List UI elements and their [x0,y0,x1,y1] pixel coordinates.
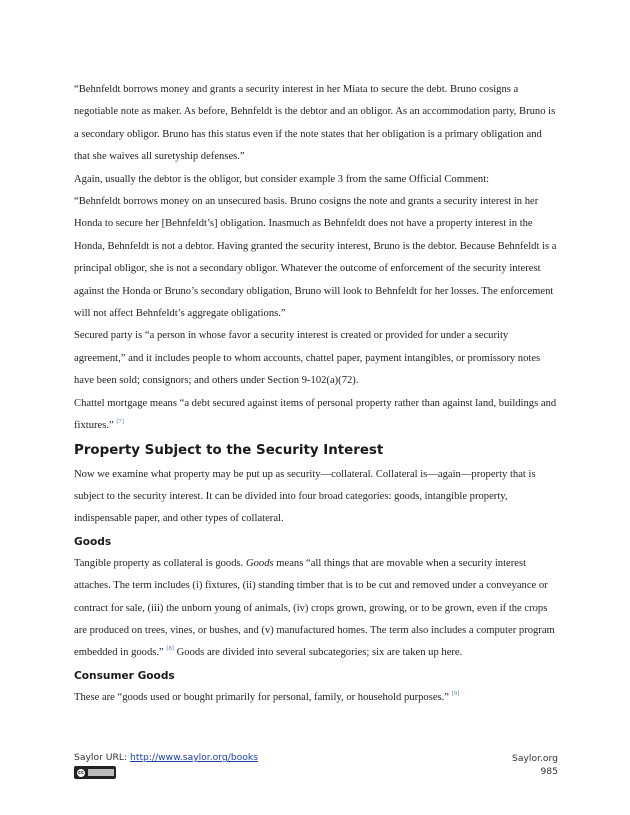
footer-url-label: Saylor URL: [74,752,131,763]
document-body [74,79,558,709]
subsection-heading: Goods [74,535,112,548]
footnote-7[interactable]: [7] [116,418,124,426]
footer-site: Saylor.org [512,753,558,764]
paragraph: “Behnfeldt borrows money on an unsecured basis. Bruno cosigns the note and grants a security interest in her Honda to secure her [Behnfeldt’s] obligation. Inasmuch as Behnfeldt does not have a property interest in the Honda, Behnfeldt is not a debtor. Having granted the security interest, Bruno is the debtor. Because Behnfeldt is a principal obligor, she is not a secondary obligor. Whatever the outcome of enforcement of the security interest against the Honda or Bruno’s secondary obligation, Bruno will look to Behnfeldt for her losses. The enforcement will not affect Behnfeldt’s aggregate obligations.” [74,196,557,320]
page-footer [74,752,558,792]
footnote-9[interactable]: [9] [451,689,460,697]
footer-url [74,752,258,763]
page-number: 985 [540,766,558,777]
emphasis: Goods [245,557,274,569]
paragraph: “Behnfeldt borrows money and grants a security interest in her Miata to secure the debt. Bruno cosigns a negotiable note as maker. As before, Behnfeldt is the debtor and an obligor. As an accommodation party, Bruno is a secondary obligor. Bruno has this status even if the note states that her obligation is a primary obligation and that she waives all suretyship defenses.” [74,84,556,163]
chattel-text: Chattel mortgage means “a debt secured against items of personal property rather than against land, buildings and fixtures.” [74,397,557,432]
section-heading: Property Subject to the Security Interest [74,442,384,458]
consumer-text: These are “goods used or bought primarily for personal, family, or household purposes.” [74,691,450,703]
text: means “all things that are movable when a security interest attaches. The term includes (i) fixtures, (ii) standing timber that is to be cut and removed under a conveyance or contract for sale, (iii) the unborn young of animals, (iv) crops grown, growing, or to be grown, even if the crops are produced on trees, vines, or bushes, and (v) manufactured homes. The term also includes a computer program embedded in goods.” [74,557,555,659]
paragraph: Now we examine what property may be put up as security—collateral. Collateral is—again—property that is subject to the security interest. It can be divided into four broad categories: goods, intangible property, indispensable paper, and other types of collateral. [74,468,536,525]
paragraph: Again, usually the debtor is the obligor, but consider example 3 from the same Official Comment: [74,173,490,185]
footnote-8[interactable]: [8] [166,645,174,653]
paragraph: Secured party is “a person in whose favor a security interest is created or provided for under a security agreement,” and it includes people to whom accounts, chattel paper, payment intangibles, or promissory notes have been sold; consignors; and others under Section 9-102(a)(72). [74,330,541,387]
footer-right [512,752,558,778]
text: Goods are divided into several subcategories; six are taken up here. [173,647,463,659]
cc-by-nc-sa-icon[interactable]: cc [74,766,116,779]
paragraph [74,553,558,665]
subsection-heading: Consumer Goods [74,669,175,682]
saylor-link[interactable]: http://www.saylor.org/books [130,752,259,763]
paragraph [74,687,558,709]
paragraph [74,393,558,438]
text: Tangible property as collateral is goods. [74,557,246,569]
